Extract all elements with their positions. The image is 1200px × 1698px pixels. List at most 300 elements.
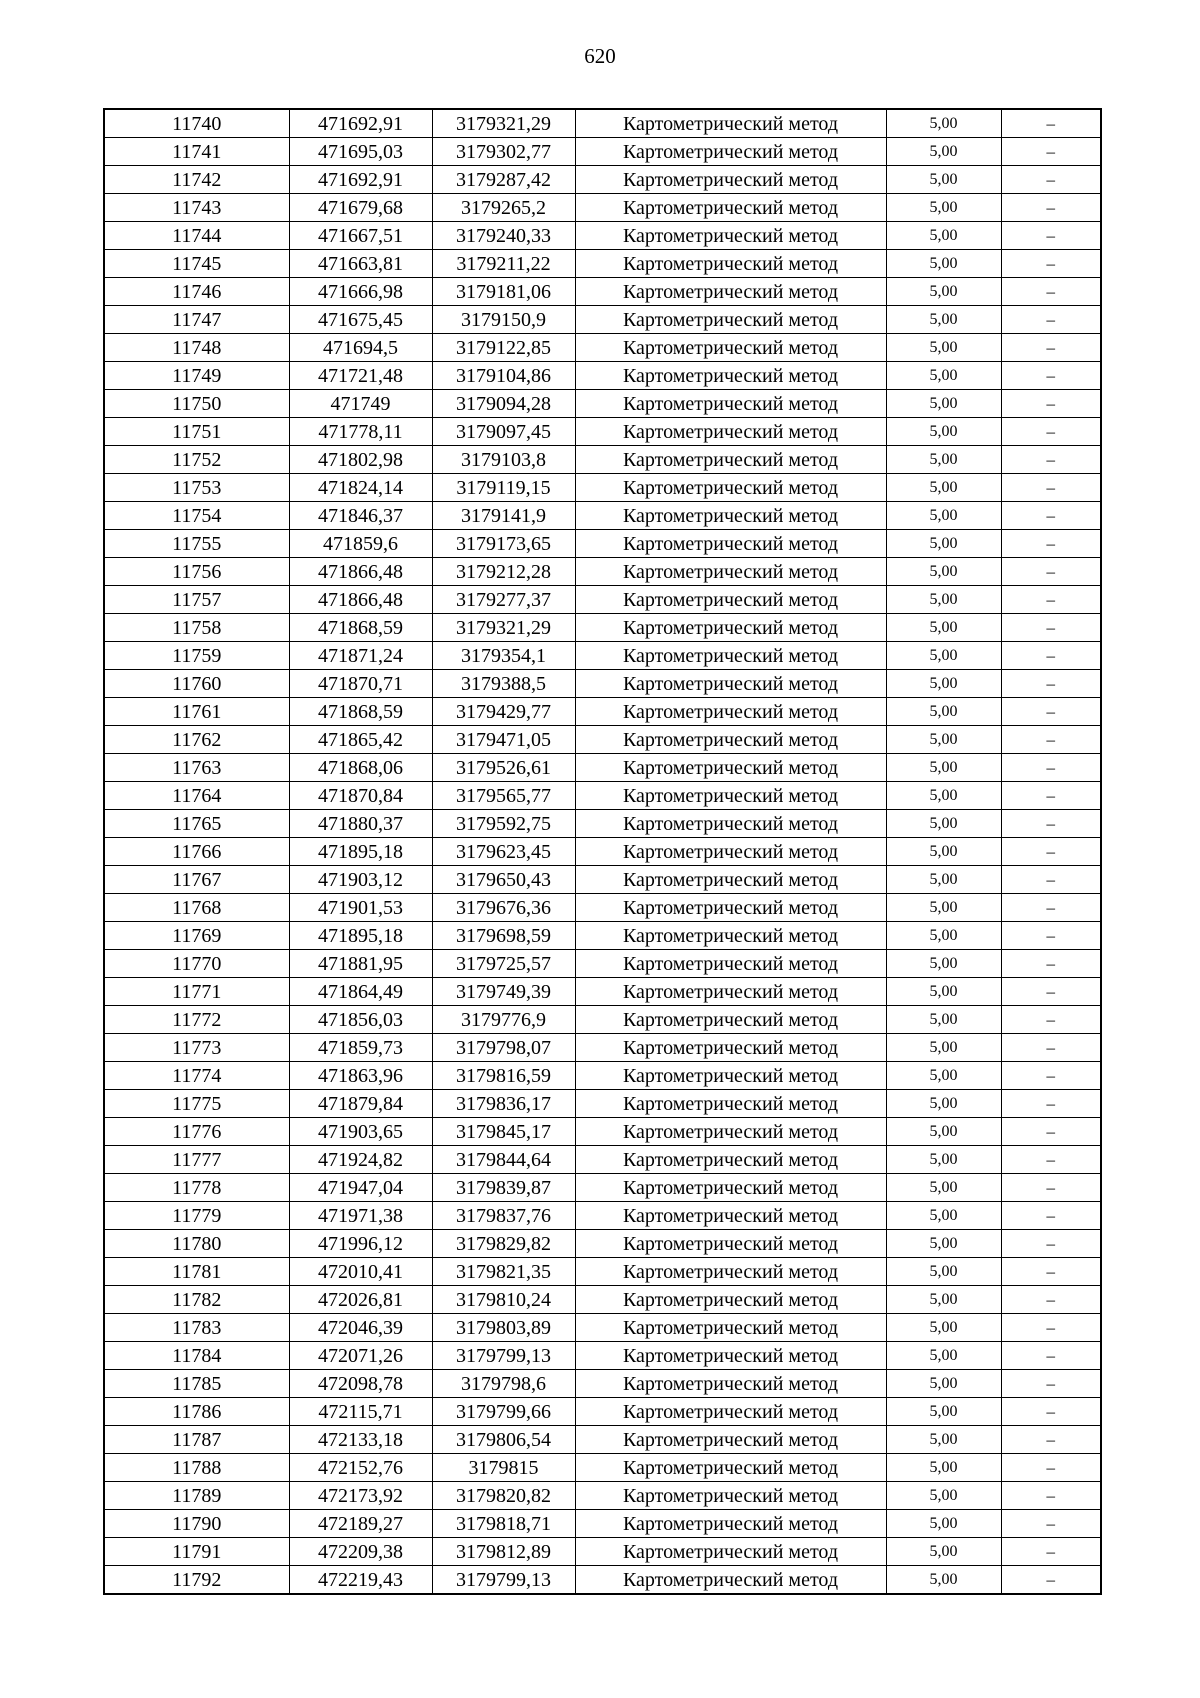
point-number-cell: 11773 (104, 1034, 289, 1062)
note-cell: – (1001, 222, 1101, 250)
note-cell: – (1001, 250, 1101, 278)
x-coordinate-cell: 471870,84 (289, 782, 432, 810)
x-coordinate-cell: 471895,18 (289, 838, 432, 866)
note-cell: – (1001, 418, 1101, 446)
method-cell: Картометрический метод (575, 1174, 886, 1202)
accuracy-cell: 5,00 (886, 418, 1001, 446)
table-row (104, 642, 1101, 670)
table-row (104, 754, 1101, 782)
point-number-cell: 11789 (104, 1482, 289, 1510)
point-number-cell: 11780 (104, 1230, 289, 1258)
table-row (104, 446, 1101, 474)
accuracy-cell: 5,00 (886, 334, 1001, 362)
y-coordinate-cell: 3179836,17 (432, 1090, 575, 1118)
method-cell: Картометрический метод (575, 754, 886, 782)
x-coordinate-cell: 471865,42 (289, 726, 432, 754)
accuracy-cell: 5,00 (886, 1538, 1001, 1566)
note-cell: – (1001, 1286, 1101, 1314)
x-coordinate-cell: 471881,95 (289, 950, 432, 978)
method-cell: Картометрический метод (575, 1342, 886, 1370)
table-row (104, 166, 1101, 194)
x-coordinate-cell: 471667,51 (289, 222, 432, 250)
method-cell: Картометрический метод (575, 614, 886, 642)
note-cell: – (1001, 1202, 1101, 1230)
accuracy-cell: 5,00 (886, 222, 1001, 250)
y-coordinate-cell: 3179321,29 (432, 109, 575, 138)
table-row (104, 1538, 1101, 1566)
y-coordinate-cell: 3179150,9 (432, 306, 575, 334)
table-row (104, 474, 1101, 502)
accuracy-cell: 5,00 (886, 446, 1001, 474)
accuracy-cell: 5,00 (886, 922, 1001, 950)
x-coordinate-cell: 471868,06 (289, 754, 432, 782)
accuracy-cell: 5,00 (886, 838, 1001, 866)
y-coordinate-cell: 3179104,86 (432, 362, 575, 390)
note-cell: – (1001, 194, 1101, 222)
point-number-cell: 11750 (104, 390, 289, 418)
point-number-cell: 11786 (104, 1398, 289, 1426)
method-cell: Картометрический метод (575, 222, 886, 250)
accuracy-cell: 5,00 (886, 1286, 1001, 1314)
accuracy-cell: 5,00 (886, 586, 1001, 614)
method-cell: Картометрический метод (575, 1258, 886, 1286)
x-coordinate-cell: 471879,84 (289, 1090, 432, 1118)
y-coordinate-cell: 3179816,59 (432, 1062, 575, 1090)
table-row (104, 1118, 1101, 1146)
table-row (104, 1090, 1101, 1118)
point-number-cell: 11791 (104, 1538, 289, 1566)
note-cell: – (1001, 446, 1101, 474)
table-row (104, 866, 1101, 894)
note-cell: – (1001, 138, 1101, 166)
point-number-cell: 11776 (104, 1118, 289, 1146)
note-cell: – (1001, 166, 1101, 194)
table-row (104, 558, 1101, 586)
x-coordinate-cell: 472098,78 (289, 1370, 432, 1398)
table-row (104, 222, 1101, 250)
y-coordinate-cell: 3179471,05 (432, 726, 575, 754)
note-cell: – (1001, 278, 1101, 306)
note-cell: – (1001, 866, 1101, 894)
table-row (104, 894, 1101, 922)
table-row (104, 109, 1101, 138)
method-cell: Картометрический метод (575, 782, 886, 810)
table-row (104, 1398, 1101, 1426)
x-coordinate-cell: 471901,53 (289, 894, 432, 922)
method-cell: Картометрический метод (575, 1398, 886, 1426)
note-cell: – (1001, 1510, 1101, 1538)
x-coordinate-cell: 471859,73 (289, 1034, 432, 1062)
method-cell: Картометрический метод (575, 922, 886, 950)
note-cell: – (1001, 1482, 1101, 1510)
note-cell: – (1001, 362, 1101, 390)
point-number-cell: 11787 (104, 1426, 289, 1454)
accuracy-cell: 5,00 (886, 138, 1001, 166)
y-coordinate-cell: 3179799,66 (432, 1398, 575, 1426)
note-cell: – (1001, 109, 1101, 138)
x-coordinate-cell: 471971,38 (289, 1202, 432, 1230)
x-coordinate-cell: 471870,71 (289, 670, 432, 698)
table-row (104, 1230, 1101, 1258)
accuracy-cell: 5,00 (886, 670, 1001, 698)
y-coordinate-cell: 3179776,9 (432, 1006, 575, 1034)
table-row (104, 1426, 1101, 1454)
note-cell: – (1001, 1426, 1101, 1454)
accuracy-cell: 5,00 (886, 1146, 1001, 1174)
table-row (104, 530, 1101, 558)
x-coordinate-cell: 471863,96 (289, 1062, 432, 1090)
y-coordinate-cell: 3179821,35 (432, 1258, 575, 1286)
accuracy-cell: 5,00 (886, 194, 1001, 222)
note-cell: – (1001, 1146, 1101, 1174)
table-row (104, 1202, 1101, 1230)
y-coordinate-cell: 3179277,37 (432, 586, 575, 614)
method-cell: Картометрический метод (575, 194, 886, 222)
note-cell: – (1001, 1566, 1101, 1595)
x-coordinate-cell: 471694,5 (289, 334, 432, 362)
point-number-cell: 11784 (104, 1342, 289, 1370)
table-row (104, 950, 1101, 978)
point-number-cell: 11746 (104, 278, 289, 306)
accuracy-cell: 5,00 (886, 1202, 1001, 1230)
y-coordinate-cell: 3179676,36 (432, 894, 575, 922)
point-number-cell: 11742 (104, 166, 289, 194)
table-row (104, 670, 1101, 698)
note-cell: – (1001, 1454, 1101, 1482)
method-cell: Картометрический метод (575, 978, 886, 1006)
note-cell: – (1001, 1006, 1101, 1034)
accuracy-cell: 5,00 (886, 1482, 1001, 1510)
y-coordinate-cell: 3179181,06 (432, 278, 575, 306)
point-number-cell: 11748 (104, 334, 289, 362)
y-coordinate-cell: 3179240,33 (432, 222, 575, 250)
y-coordinate-cell: 3179429,77 (432, 698, 575, 726)
method-cell: Картометрический метод (575, 1482, 886, 1510)
method-cell: Картометрический метод (575, 278, 886, 306)
y-coordinate-cell: 3179650,43 (432, 866, 575, 894)
note-cell: – (1001, 1342, 1101, 1370)
x-coordinate-cell: 471868,59 (289, 614, 432, 642)
x-coordinate-cell: 471868,59 (289, 698, 432, 726)
method-cell: Картометрический метод (575, 446, 886, 474)
method-cell: Картометрический метод (575, 138, 886, 166)
point-number-cell: 11754 (104, 502, 289, 530)
note-cell: – (1001, 1174, 1101, 1202)
point-number-cell: 11770 (104, 950, 289, 978)
accuracy-cell: 5,00 (886, 1566, 1001, 1595)
method-cell: Картометрический метод (575, 474, 886, 502)
table-row (104, 250, 1101, 278)
accuracy-cell: 5,00 (886, 1034, 1001, 1062)
table-row (104, 418, 1101, 446)
point-number-cell: 11788 (104, 1454, 289, 1482)
point-number-cell: 11744 (104, 222, 289, 250)
point-number-cell: 11775 (104, 1090, 289, 1118)
point-number-cell: 11766 (104, 838, 289, 866)
method-cell: Картометрический метод (575, 698, 886, 726)
table-row (104, 1566, 1101, 1595)
x-coordinate-cell: 471692,91 (289, 109, 432, 138)
point-number-cell: 11765 (104, 810, 289, 838)
x-coordinate-cell: 472152,76 (289, 1454, 432, 1482)
table-row (104, 1482, 1101, 1510)
x-coordinate-cell: 471864,49 (289, 978, 432, 1006)
x-coordinate-cell: 471903,65 (289, 1118, 432, 1146)
accuracy-cell: 5,00 (886, 1510, 1001, 1538)
method-cell: Картометрический метод (575, 558, 886, 586)
x-coordinate-cell: 471947,04 (289, 1174, 432, 1202)
point-number-cell: 11740 (104, 109, 289, 138)
y-coordinate-cell: 3179803,89 (432, 1314, 575, 1342)
x-coordinate-cell: 472010,41 (289, 1258, 432, 1286)
x-coordinate-cell: 471695,03 (289, 138, 432, 166)
y-coordinate-cell: 3179815 (432, 1454, 575, 1482)
method-cell: Картометрический метод (575, 1146, 886, 1174)
table-row (104, 782, 1101, 810)
point-number-cell: 11757 (104, 586, 289, 614)
table-row (104, 1062, 1101, 1090)
note-cell: – (1001, 558, 1101, 586)
accuracy-cell: 5,00 (886, 1314, 1001, 1342)
method-cell: Картометрический метод (575, 1034, 886, 1062)
y-coordinate-cell: 3179141,9 (432, 502, 575, 530)
table-row (104, 1146, 1101, 1174)
point-number-cell: 11764 (104, 782, 289, 810)
point-number-cell: 11758 (104, 614, 289, 642)
note-cell: – (1001, 1118, 1101, 1146)
note-cell: – (1001, 306, 1101, 334)
table-row (104, 726, 1101, 754)
x-coordinate-cell: 471692,91 (289, 166, 432, 194)
note-cell: – (1001, 922, 1101, 950)
y-coordinate-cell: 3179173,65 (432, 530, 575, 558)
point-number-cell: 11762 (104, 726, 289, 754)
point-number-cell: 11785 (104, 1370, 289, 1398)
point-number-cell: 11753 (104, 474, 289, 502)
table-row (104, 810, 1101, 838)
method-cell: Картометрический метод (575, 950, 886, 978)
method-cell: Картометрический метод (575, 530, 886, 558)
method-cell: Картометрический метод (575, 1510, 886, 1538)
y-coordinate-cell: 3179837,76 (432, 1202, 575, 1230)
accuracy-cell: 5,00 (886, 1398, 1001, 1426)
coordinates-table (103, 108, 1102, 1595)
accuracy-cell: 5,00 (886, 1370, 1001, 1398)
method-cell: Картометрический метод (575, 362, 886, 390)
table-row (104, 1510, 1101, 1538)
table-row (104, 138, 1101, 166)
coordinates-table-body (104, 109, 1101, 1594)
x-coordinate-cell: 471856,03 (289, 1006, 432, 1034)
x-coordinate-cell: 472026,81 (289, 1286, 432, 1314)
y-coordinate-cell: 3179818,71 (432, 1510, 575, 1538)
table-row (104, 278, 1101, 306)
x-coordinate-cell: 472115,71 (289, 1398, 432, 1426)
y-coordinate-cell: 3179798,07 (432, 1034, 575, 1062)
method-cell: Картометрический метод (575, 166, 886, 194)
accuracy-cell: 5,00 (886, 1454, 1001, 1482)
method-cell: Картометрический метод (575, 838, 886, 866)
point-number-cell: 11781 (104, 1258, 289, 1286)
note-cell: – (1001, 838, 1101, 866)
point-number-cell: 11741 (104, 138, 289, 166)
note-cell: – (1001, 474, 1101, 502)
y-coordinate-cell: 3179592,75 (432, 810, 575, 838)
accuracy-cell: 5,00 (886, 754, 1001, 782)
y-coordinate-cell: 3179321,29 (432, 614, 575, 642)
x-coordinate-cell: 471866,48 (289, 586, 432, 614)
table-row (104, 586, 1101, 614)
method-cell: Картометрический метод (575, 1286, 886, 1314)
point-number-cell: 11771 (104, 978, 289, 1006)
accuracy-cell: 5,00 (886, 866, 1001, 894)
note-cell: – (1001, 1034, 1101, 1062)
y-coordinate-cell: 3179844,64 (432, 1146, 575, 1174)
accuracy-cell: 5,00 (886, 1342, 1001, 1370)
x-coordinate-cell: 472219,43 (289, 1566, 432, 1595)
y-coordinate-cell: 3179119,15 (432, 474, 575, 502)
y-coordinate-cell: 3179565,77 (432, 782, 575, 810)
y-coordinate-cell: 3179623,45 (432, 838, 575, 866)
accuracy-cell: 5,00 (886, 306, 1001, 334)
method-cell: Картометрический метод (575, 726, 886, 754)
method-cell: Картометрический метод (575, 1314, 886, 1342)
note-cell: – (1001, 334, 1101, 362)
point-number-cell: 11767 (104, 866, 289, 894)
accuracy-cell: 5,00 (886, 810, 1001, 838)
note-cell: – (1001, 978, 1101, 1006)
accuracy-cell: 5,00 (886, 1174, 1001, 1202)
accuracy-cell: 5,00 (886, 558, 1001, 586)
note-cell: – (1001, 614, 1101, 642)
method-cell: Картометрический метод (575, 390, 886, 418)
table-row (104, 334, 1101, 362)
accuracy-cell: 5,00 (886, 1230, 1001, 1258)
x-coordinate-cell: 471859,6 (289, 530, 432, 558)
x-coordinate-cell: 471924,82 (289, 1146, 432, 1174)
accuracy-cell: 5,00 (886, 250, 1001, 278)
y-coordinate-cell: 3179388,5 (432, 670, 575, 698)
table-row (104, 922, 1101, 950)
method-cell: Картометрический метод (575, 334, 886, 362)
point-number-cell: 11790 (104, 1510, 289, 1538)
table-row (104, 362, 1101, 390)
method-cell: Картометрический метод (575, 670, 886, 698)
x-coordinate-cell: 472133,18 (289, 1426, 432, 1454)
y-coordinate-cell: 3179122,85 (432, 334, 575, 362)
method-cell: Картометрический метод (575, 502, 886, 530)
table-row (104, 1454, 1101, 1482)
accuracy-cell: 5,00 (886, 278, 1001, 306)
point-number-cell: 11763 (104, 754, 289, 782)
note-cell: – (1001, 390, 1101, 418)
method-cell: Картометрический метод (575, 1454, 886, 1482)
note-cell: – (1001, 1258, 1101, 1286)
x-coordinate-cell: 471679,68 (289, 194, 432, 222)
table-row (104, 1174, 1101, 1202)
accuracy-cell: 5,00 (886, 698, 1001, 726)
accuracy-cell: 5,00 (886, 1118, 1001, 1146)
note-cell: – (1001, 642, 1101, 670)
x-coordinate-cell: 471903,12 (289, 866, 432, 894)
note-cell: – (1001, 1398, 1101, 1426)
note-cell: – (1001, 950, 1101, 978)
method-cell: Картометрический метод (575, 894, 886, 922)
y-coordinate-cell: 3179094,28 (432, 390, 575, 418)
x-coordinate-cell: 472173,92 (289, 1482, 432, 1510)
point-number-cell: 11747 (104, 306, 289, 334)
x-coordinate-cell: 471866,48 (289, 558, 432, 586)
x-coordinate-cell: 472071,26 (289, 1342, 432, 1370)
x-coordinate-cell: 471895,18 (289, 922, 432, 950)
point-number-cell: 11743 (104, 194, 289, 222)
note-cell: – (1001, 726, 1101, 754)
note-cell: – (1001, 1090, 1101, 1118)
table-row (104, 194, 1101, 222)
y-coordinate-cell: 3179845,17 (432, 1118, 575, 1146)
x-coordinate-cell: 472189,27 (289, 1510, 432, 1538)
method-cell: Картометрический метод (575, 1426, 886, 1454)
note-cell: – (1001, 1230, 1101, 1258)
table-row (104, 1286, 1101, 1314)
accuracy-cell: 5,00 (886, 109, 1001, 138)
table-row (104, 1006, 1101, 1034)
accuracy-cell: 5,00 (886, 1006, 1001, 1034)
method-cell: Картометрический метод (575, 642, 886, 670)
point-number-cell: 11759 (104, 642, 289, 670)
x-coordinate-cell: 471846,37 (289, 502, 432, 530)
method-cell: Картометрический метод (575, 1538, 886, 1566)
method-cell: Картометрический метод (575, 810, 886, 838)
y-coordinate-cell: 3179749,39 (432, 978, 575, 1006)
y-coordinate-cell: 3179265,2 (432, 194, 575, 222)
point-number-cell: 11772 (104, 1006, 289, 1034)
x-coordinate-cell: 471666,98 (289, 278, 432, 306)
method-cell: Картометрический метод (575, 586, 886, 614)
method-cell: Картометрический метод (575, 109, 886, 138)
note-cell: – (1001, 1314, 1101, 1342)
point-number-cell: 11760 (104, 670, 289, 698)
x-coordinate-cell: 472046,39 (289, 1314, 432, 1342)
table-row (104, 306, 1101, 334)
y-coordinate-cell: 3179698,59 (432, 922, 575, 950)
accuracy-cell: 5,00 (886, 726, 1001, 754)
y-coordinate-cell: 3179799,13 (432, 1566, 575, 1595)
method-cell: Картометрический метод (575, 1370, 886, 1398)
point-number-cell: 11777 (104, 1146, 289, 1174)
method-cell: Картометрический метод (575, 418, 886, 446)
point-number-cell: 11769 (104, 922, 289, 950)
point-number-cell: 11761 (104, 698, 289, 726)
point-number-cell: 11749 (104, 362, 289, 390)
point-number-cell: 11778 (104, 1174, 289, 1202)
x-coordinate-cell: 471675,45 (289, 306, 432, 334)
note-cell: – (1001, 754, 1101, 782)
note-cell: – (1001, 670, 1101, 698)
y-coordinate-cell: 3179829,82 (432, 1230, 575, 1258)
table-row (104, 838, 1101, 866)
y-coordinate-cell: 3179287,42 (432, 166, 575, 194)
method-cell: Картометрический метод (575, 1090, 886, 1118)
y-coordinate-cell: 3179097,45 (432, 418, 575, 446)
point-number-cell: 11792 (104, 1566, 289, 1595)
accuracy-cell: 5,00 (886, 642, 1001, 670)
point-number-cell: 11756 (104, 558, 289, 586)
y-coordinate-cell: 3179725,57 (432, 950, 575, 978)
note-cell: – (1001, 1538, 1101, 1566)
x-coordinate-cell: 471778,11 (289, 418, 432, 446)
x-coordinate-cell: 471749 (289, 390, 432, 418)
